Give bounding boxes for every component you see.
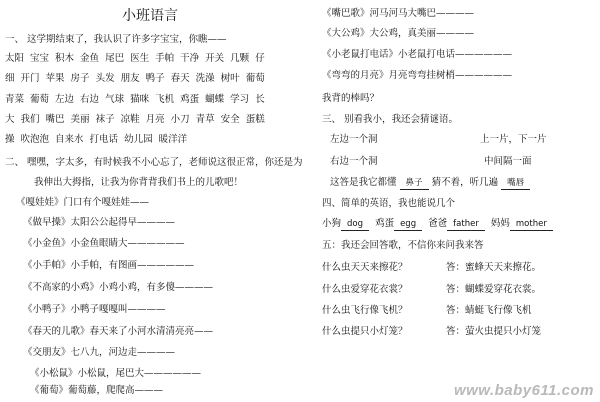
vocab-cn: 爸爸 <box>428 218 448 229</box>
rhyme-line: 《小手帕》小手帕，有图画—————— <box>23 260 195 271</box>
word-row: 细 开门 苹果 房子 头发 朋友 鸭子 春天 洗澡 树叶 葡萄 <box>5 73 265 84</box>
vocab-cn: 小狗 <box>322 218 342 229</box>
rhyme-line: 《小老鼠打电话》小老鼠打电话—————— <box>322 49 513 60</box>
section-3-heading: 三、 别看我小，我还会猜谜语。 <box>322 114 459 125</box>
watermark: www.baby611.com <box>453 382 594 399</box>
qa-question: 什么虫天天来擦花？ <box>322 262 408 273</box>
rhyme-closing: 我背的棒吗？ <box>322 93 380 104</box>
riddle-answer-text: 这答是我它都懂 <box>330 177 397 188</box>
section-4-heading: 四、简单的英语，我也能说几个 <box>322 198 456 209</box>
rhyme-line: 《小金鱼》小金鱼眼睛大—————— <box>23 238 185 249</box>
word-row: 大 我们 嘴巴 美丽 袜子 凉鞋 月亮 小刀 青草 安全 蛋糕 <box>5 114 265 125</box>
rhyme-line: 《弯弯的月亮》月亮弯弯挂树梢—————— <box>322 70 513 81</box>
qa-answer: 答：萤火虫提只小灯笼 <box>446 326 542 337</box>
riddle-answer-line <box>330 177 530 190</box>
riddle-answer-2: 嘴唇 <box>501 177 530 190</box>
qa-question: 什么虫提只小灯笼？ <box>322 326 408 337</box>
rhyme-line: 《小松鼠》小松鼠，尾巴大—————— <box>30 368 202 379</box>
word-row: 操 吹泡泡 自来水 打电话 幼儿园 暖洋洋 <box>5 134 188 145</box>
vocab-cn: 鸡蛋 <box>375 218 395 229</box>
rhyme-line: 《春天的儿歌》春天来了小河水清清亮亮—— <box>23 326 214 337</box>
qa-question: 什么虫爱穿花衣裳？ <box>322 284 408 295</box>
page-title: 小班语言 <box>122 8 178 24</box>
riddle-line: 右边一个洞 <box>330 156 378 167</box>
rhyme-line: 《葡萄》葡萄藤，爬爬高——— <box>30 385 164 396</box>
rhyme-line: 《做早操》太阳公公起得早———— <box>23 217 176 228</box>
qa-answer: 答：蜜蜂天天来擦花。 <box>446 262 542 273</box>
section-5-heading: 五：我还会回答歌，不信你来问我来答 <box>322 240 484 251</box>
riddle-answer-1: 鼻子 <box>400 177 429 190</box>
word-row: 太阳 宝宝 积木 金鱼 尾巴 医生 手帕 干净 开关 几颗 仔 <box>5 53 265 64</box>
section-2-line-1: 二、 嘿嘿，字太多，有时候我不小心忘了，老师说这很正常，你还是为 <box>5 157 303 168</box>
section-2-line-2: 我伸出大拇指，让我为你背背我们书上的儿歌吧！ <box>34 177 244 188</box>
qa-answer: 答：蜻蜓飞行像飞机 <box>446 305 532 316</box>
qa-answer: 答：蝴蝶爱穿花衣裳。 <box>446 284 542 295</box>
section-1-intro: 一、 这学期结束了，我认识了许多字宝宝，你瞧—— <box>5 34 227 45</box>
vocab-en: mother <box>510 218 553 231</box>
rhyme-line: 《不高家的小鸡》小鸡小鸡，有多傻———— <box>23 282 214 293</box>
qa-question: 什么虫飞行像飞机？ <box>322 305 408 316</box>
rhyme-line: 《嘴巴歌》河马河马大嘴巴———— <box>322 8 475 19</box>
english-vocab-row <box>322 218 553 231</box>
vocab-en: dog <box>341 218 369 231</box>
vocab-en: father <box>447 218 485 231</box>
rhyme-line: 《大公鸡》大公鸡，真美丽———— <box>322 28 475 39</box>
riddle-answer-text: 猜不着，听几遍 <box>431 177 499 188</box>
riddle-line: 上一片，下一片 <box>480 134 547 145</box>
rhyme-line: 《交朋友》七八九，河边走———— <box>23 347 176 358</box>
word-row: 青菜 葡萄 左边 右边 气球 猫咪 飞机 鸡蛋 蝴蝶 学习 长 <box>5 94 265 105</box>
riddle-line: 左边一个洞 <box>330 134 378 145</box>
vocab-en: egg <box>394 218 422 231</box>
vocab-cn: 妈妈 <box>490 218 510 229</box>
rhyme-line: 《嘎娃娃》门口有个嘎娃娃—— <box>16 197 150 208</box>
riddle-line: 中间隔一面 <box>484 156 532 167</box>
rhyme-line: 《小鸭子》小鸭子嘎嘎叫———— <box>23 304 166 315</box>
